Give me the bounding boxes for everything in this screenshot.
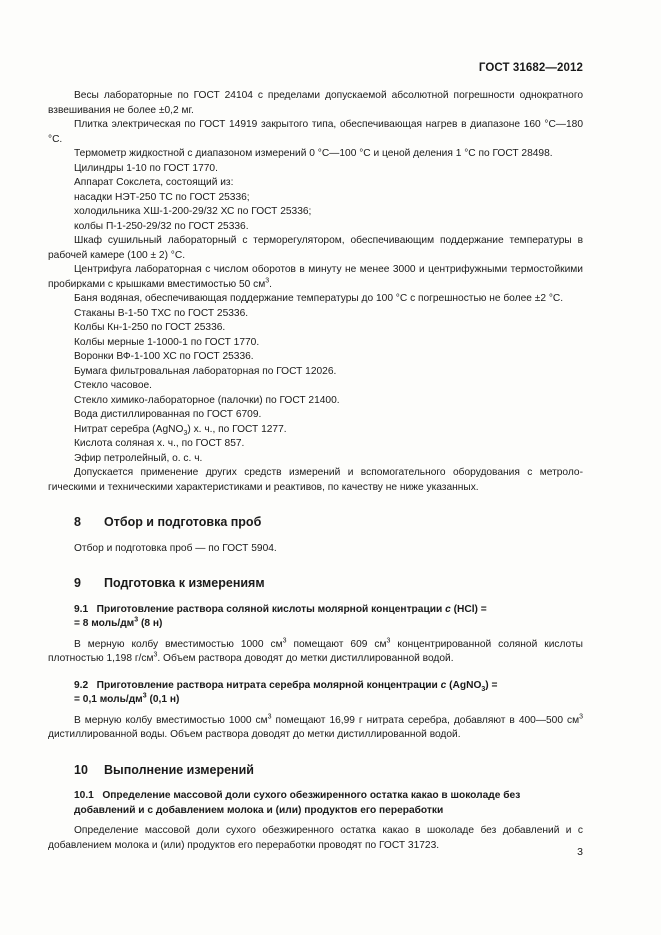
section-title: Отбор и подготовка проб — [104, 515, 262, 529]
equipment-glass-rods: Стекло химико-лабораторное (палочки) по ГОСТ 21400. — [74, 394, 340, 406]
equipment-volumetric-flasks: Колбы мерные 1-1000-1 по ГОСТ 1770. — [74, 336, 260, 348]
subsection-9-1-heading: 9.1 Приготовление раствора соляной кислоты молярной концентрации c (HCl) = = 8 моль/$дм^3$ (8 н) — [74, 603, 487, 629]
equipment-beakers: Стаканы В-1-50 ТХС по ГОСТ 25336. — [74, 307, 249, 319]
equipment-scales: Весы лабораторные по ГОСТ 24104 с пределами допускаемой абсолютной погрешности однократного взвешивания не более ±0,2 мг. — [48, 90, 583, 116]
page-number: 3 — [577, 846, 583, 858]
equipment-funnels: Воронки ВФ-1-100 ХС по ГОСТ 25336. — [74, 351, 254, 362]
section-10-heading — [48, 763, 583, 778]
section-number: 8 — [74, 515, 81, 529]
equipment-soxhlet: Аппарат Сокслета, состоящий из: — [74, 177, 234, 188]
reagent-silver-nitrate: Нитрат серебра (AgNO$_3$) х. ч., по ГОСТ 1277. — [74, 423, 287, 437]
equipment-alternatives-note: Допускается применение других средств измерений и вспомогательного оборудования с метрологическими и техническими характеристиками и реактивов, по качеству не ниже указанных. — [48, 467, 583, 493]
equipment-water-bath: Баня водяная, обеспечивающая поддержание температуры до 100 °С с погрешностью не более ±2 °С. — [74, 293, 564, 304]
equipment-soxhlet-part-1: насадки НЭТ-250 ТС по ГОСТ 25336; — [74, 191, 250, 203]
reagent-water: Вода дистиллированная по ГОСТ 6709. — [74, 409, 262, 420]
equipment-soxhlet-part-2: холодильника ХШ-1-200-29/32 ХС по ГОСТ 25336; — [74, 206, 312, 217]
page-content — [48, 89, 583, 853]
section-title: Выполнение измерений — [104, 762, 254, 777]
document-code: ГОСТ 31682—2012 — [478, 62, 583, 74]
subsection-9-1-text: В мерную колбу вместимостью 1000 $см^3$ помещают 609 $см^3$ концентрированной соляной кислоты плотностью 1,198 $г/см^3$. Объем раствора доводят до метки дистиллированной водой. — [48, 637, 583, 664]
subsection-10-1-heading: 10.1 Определение массовой доли сухого обезжиренного остатка какао в шоколаде без добавлений и с добавлением молока и (или) продуктов его переработки — [74, 790, 521, 816]
reagent-petroleum-ether: Эфир петролейный, о. с. ч. — [74, 452, 203, 464]
equipment-soxhlet-part-3: колбы П-1-250-29/32 по ГОСТ 25336. — [74, 220, 249, 232]
section-8-heading — [48, 515, 583, 530]
section-title: Подготовка к измерениям — [104, 576, 265, 590]
section-9-heading — [48, 576, 583, 591]
equipment-watch-glass: Стекло часовое. — [74, 380, 153, 391]
equipment-filter-paper: Бумага фильтровальная лабораторная по ГОСТ 12026. — [74, 365, 337, 377]
equipment-thermometer: Термометр жидкостной с диапазоном измерений 0 °С—100 °С и ценой деления 1 °С по ГОСТ 28498. — [74, 148, 553, 159]
reagent-hydrochloric-acid: Кислота соляная х. ч., по ГОСТ 857. — [74, 438, 245, 449]
section-number: 9 — [74, 576, 81, 590]
section-number: 10 — [74, 762, 88, 777]
equipment-hotplate: Плитка электрическая по ГОСТ 14919 закрытого типа, обеспечивающая нагрев в диапазоне 160 °С—180 °С. — [48, 119, 583, 145]
equipment-drying-oven: Шкаф сушильный лабораторный с терморегулятором, обеспечивающим поддержание температуры в рабочей камере (100 ± 2) °С. — [48, 235, 583, 261]
equipment-cylinders: Цилиндры 1-10 по ГОСТ 1770. — [74, 162, 218, 174]
equipment-centrifuge: Центрифуга лабораторная с числом оборотов в минуту не менее 3000 и центрифужными термостойкими пробирками с крышками вместимостью 50 $см^3$. — [48, 264, 583, 290]
section-8-text: Отбор и подготовка проб — по ГОСТ 5904. — [74, 542, 277, 554]
equipment-flasks-kn: Колбы Кн-1-250 по ГОСТ 25336. — [74, 322, 226, 333]
subsection-10-1-text: Определение массовой доли сухого обезжиренного остатка какао в шоколаде без добавлений и с добавлением молока и (или) продуктов его переработки проводят по ГОСТ 31723. — [48, 825, 583, 851]
subsection-9-2-heading: 9.2 Приготовление раствора нитрата серебра молярной концентрации c (AgNO$_3$) = = 0,1 моль/$дм^3$ (0,1 н) — [74, 679, 498, 705]
subsection-9-2-text: В мерную колбу вместимостью 1000 $см^3$ помещают 16,99 г нитрата серебра, добавляют в 400—500 $см^3$ дистиллированной воды. Объем раствора доводят до метки дистиллированной водой. — [48, 713, 583, 740]
